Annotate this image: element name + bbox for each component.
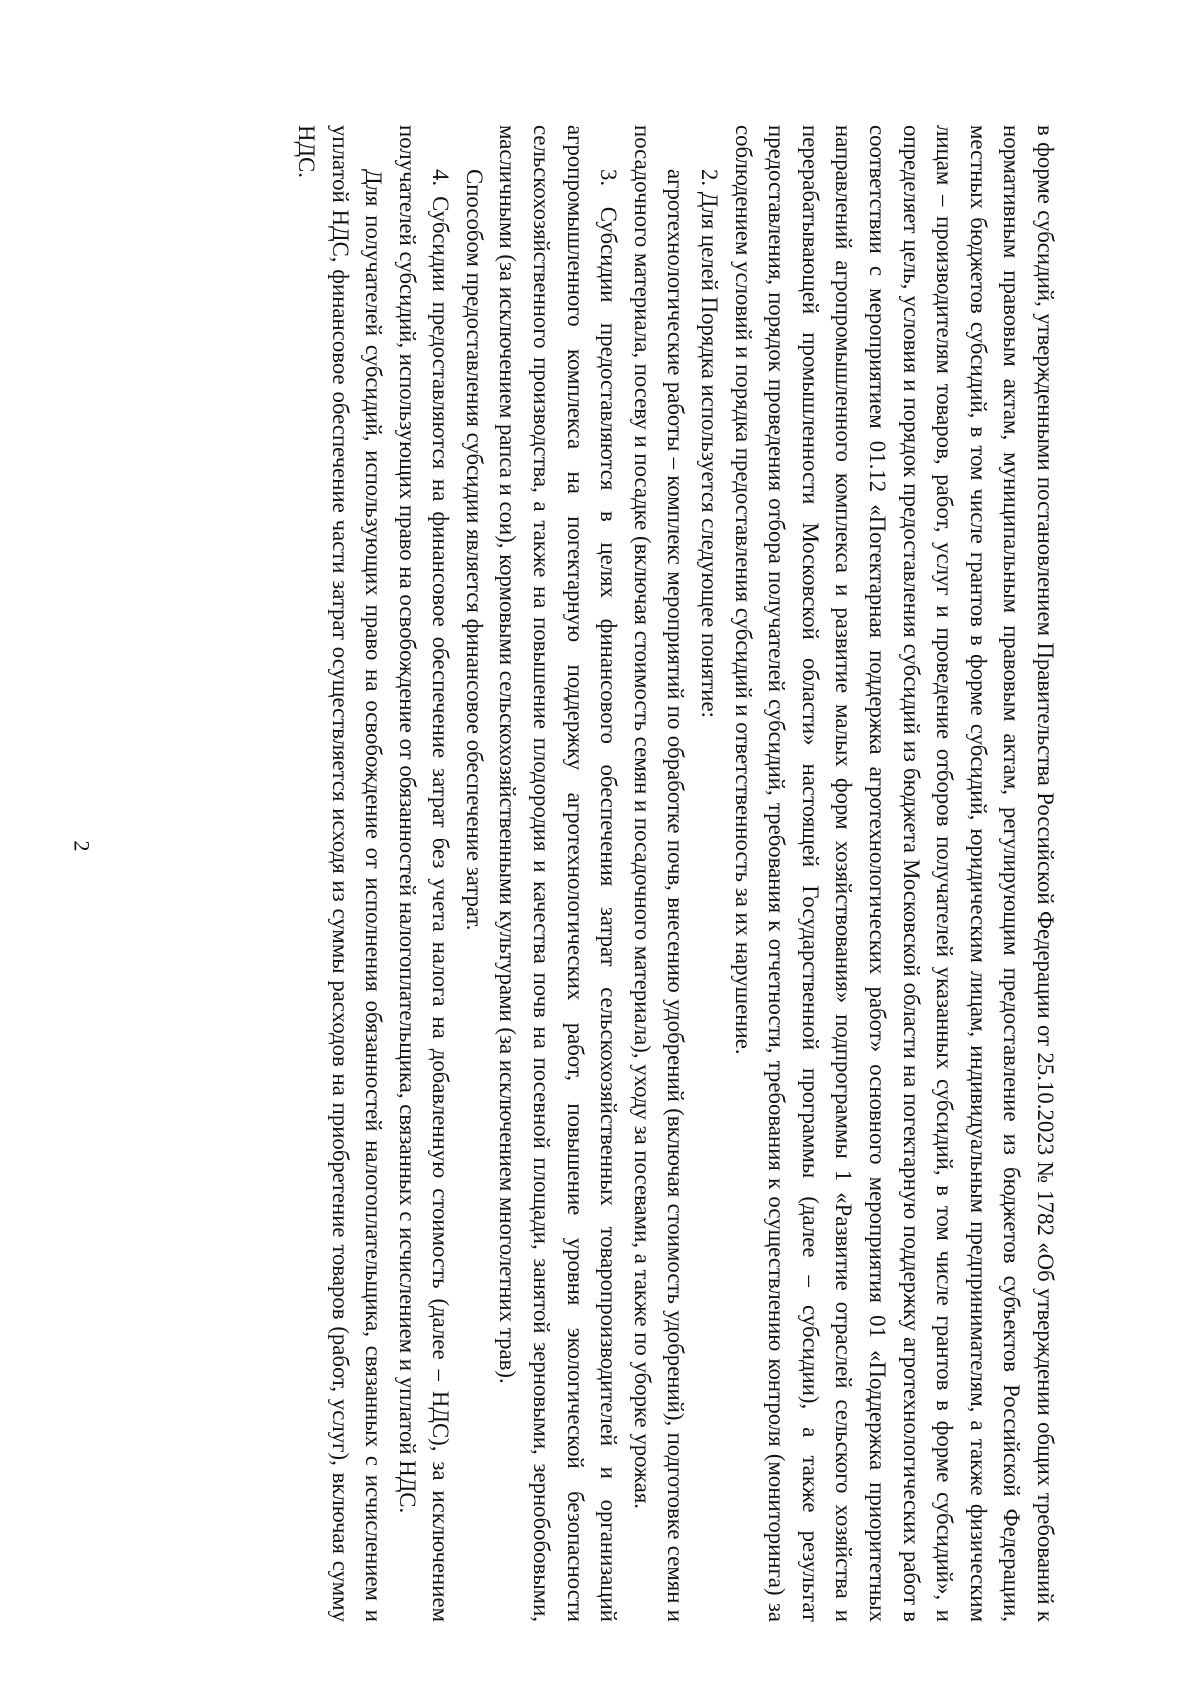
paragraph-section-3: 3. Субсидии предоставляются в целях финансового обеспечения затрат сельскохозяйственных товаропроизводителей и организаций агропромышленного комплекса на погектарную поддержку агротехнологических работ, повышение уровня экологической безопасности сельскохозяйственного производства, а также на повышение плодородия и качества почв на посевной площади, занятой зерновыми, зернобобовыми, масличными (за исключением рапса и сои), кормовыми сельскохозяйственными культурами (за исключением многолетних трав). xyxy=(495,125,622,1622)
paragraph-section-2: 2. Для целей Порядка используется следующее понятие: xyxy=(697,169,723,718)
paragraph-vat: Для получателей субсидий, использующих право на освобождение от исполнения обязанностей налогоплательщика, связанных с исчислением и уплатой НДС, финансовое обеспечение части затрат осуществляется исходя из суммы расходов на приобретение товаров (работ, услуг), включая сумму НДС. xyxy=(293,125,387,1622)
paragraph-section-4: 4. Субсидии предоставляются на финансовое обеспечение затрат без учета налога на добавленную стоимость (далее – НДС), за исключением получателей субсидий, использующих право на освобождение от обязанностей налогоплательщика, связанных с исчислением и уплатой НДС. xyxy=(394,125,454,1622)
rotated-content xyxy=(122,125,1062,1622)
page-number: 2 xyxy=(69,840,95,852)
paragraph-intro: в форме субсидий, утвержденными постановлением Правительства Российской Федерации от 25.10.2023 № 1782 «Об утверждении общих требований к нормативным правовым актам, муниципальным правовым актам, регулирующим предоставление из бюджетов субъектов Российской Федерации, местных бюджетов субсидий, в том числе грантов в форме субсидий, юридическим лицам, индивидуальным предпринимателям, а также физическим лицам – производителям товаров, работ, услуг и проведение отборов получателей указанных субсидий, в том числе грантов в форме субсидий», и определяет цель, условия и порядок предоставления субсидий из бюджета Московской области на погектарную поддержку агротехнологических работ в соответствии с мероприятием 01.12 «Погектарная поддержка агротехнологических работ» основного мероприятия 01 «Поддержка приоритетных направлений агропромышленного комплекса и развитие малых форм хозяйствования» подпрограммы 1 «Развитие отраслей сельского хозяйства и перерабатывающей промышленности Московской области» настоящей Государственной программы (далее – субсидии), а также результат предоставления, порядок проведения отбора получателей субсидий, требования к отчетности, требования к осуществлению контроля (мониторинга) за соблюдением условий и порядка предоставления субсидий и ответственность за их нарушение. xyxy=(730,125,1058,1622)
body-text xyxy=(122,125,1062,1622)
paragraph-method: Способом предоставления субсидии является финансовое обеспечение затрат. xyxy=(461,169,487,931)
paragraph-definition: агротехнологические работы – комплекс мероприятий по обработке почв, внесению удобрений (включая стоимость удобрений), подготовке семян и посадочного материала, посеву и посадке (включая стоимость семян и посадочного материала), уходу за посевами, а также по уборке урожая. xyxy=(629,125,689,1622)
